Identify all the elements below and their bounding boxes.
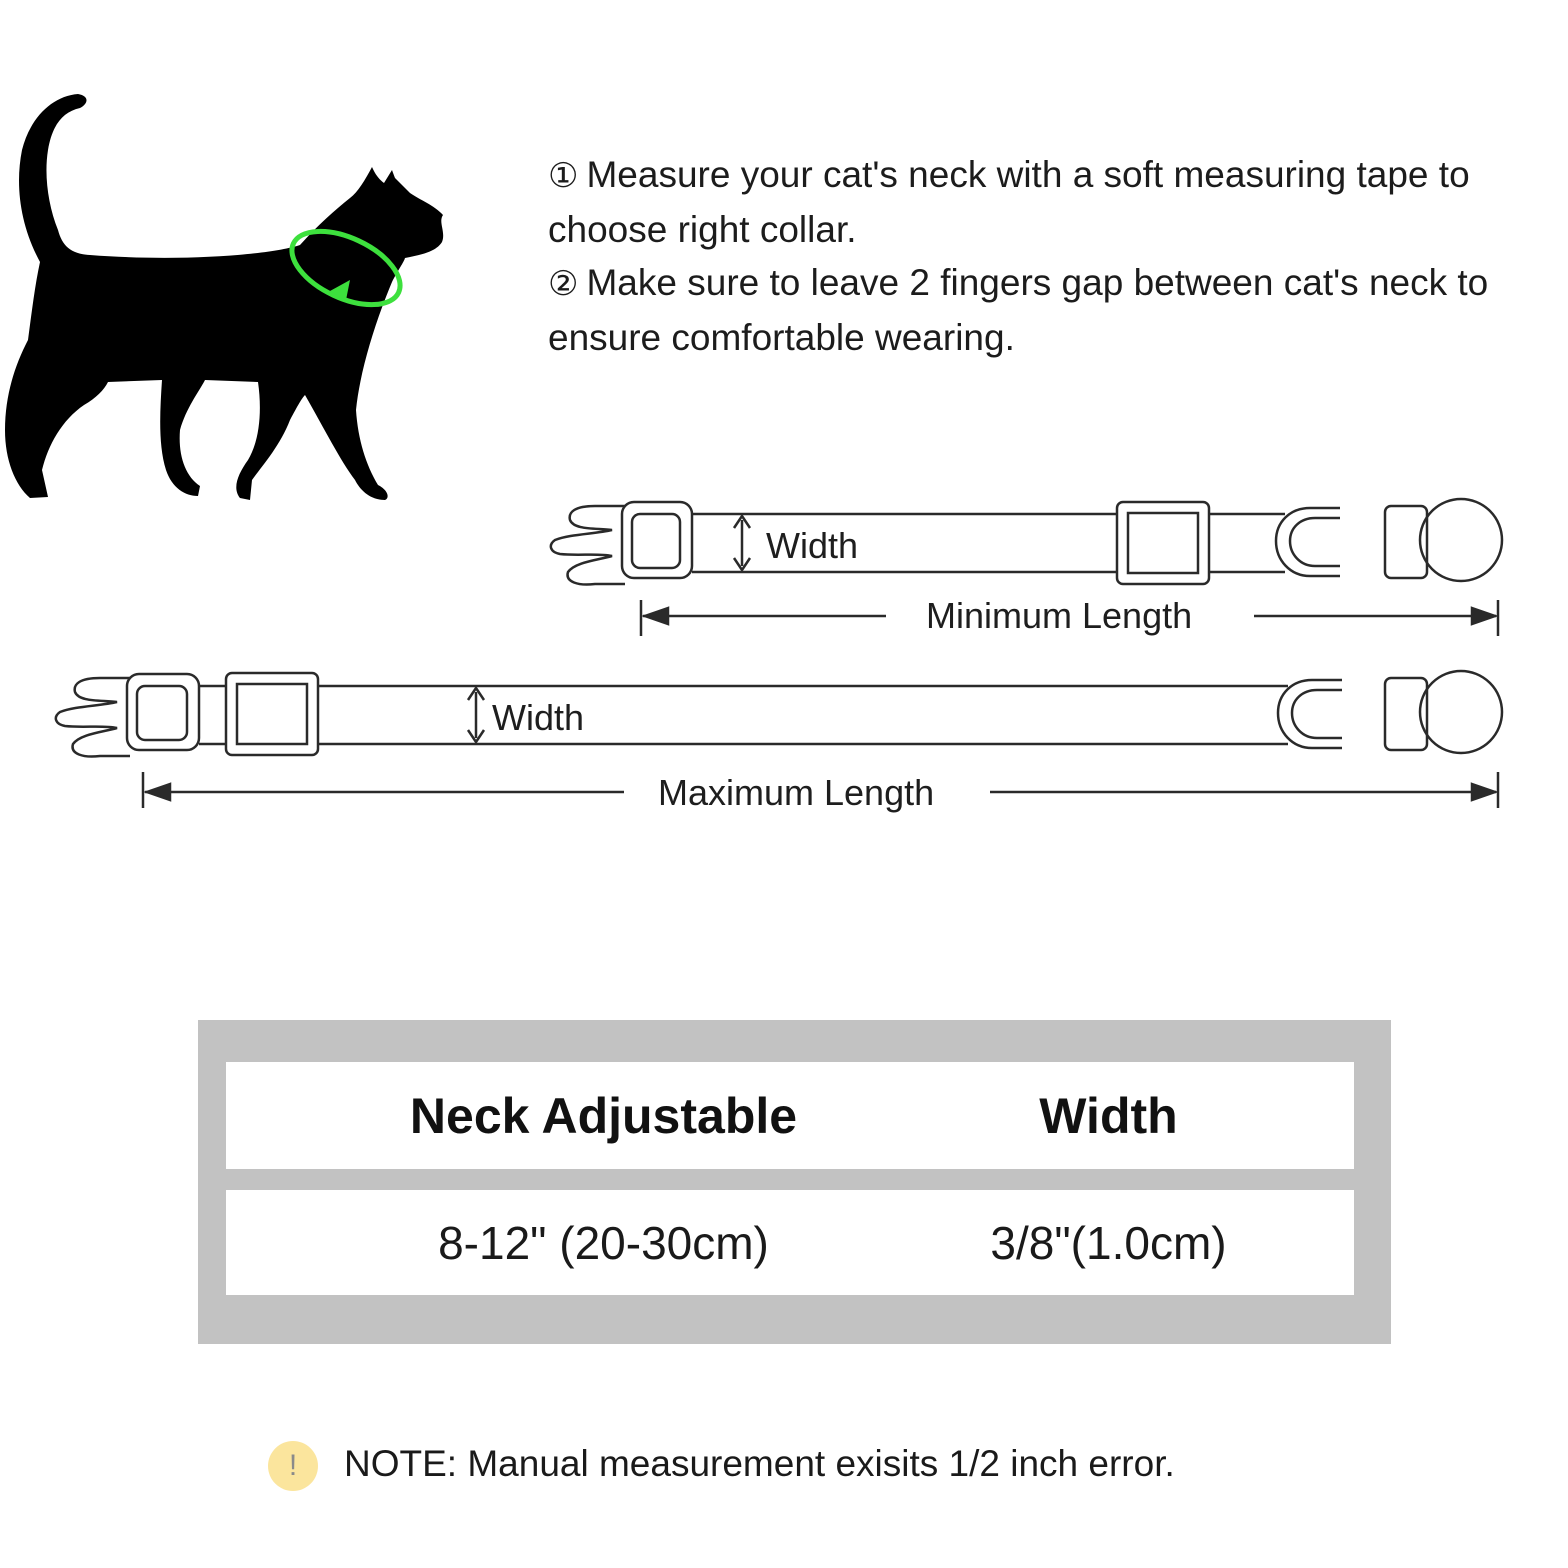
max-width-label: Width: [492, 697, 585, 738]
cell-width-value: 3/8"(1.0cm): [990, 1216, 1227, 1269]
instruction-1-text: Measure your cat's neck with a soft measuring tape to choose right collar.: [548, 154, 1470, 250]
header-width: Width: [1039, 1087, 1178, 1144]
min-arrowhead-right: [1472, 608, 1495, 624]
table-header-row: [226, 1062, 1354, 1169]
cat-body-shape: [5, 94, 443, 500]
min-width-label: Width: [766, 525, 859, 566]
slider-window: [1128, 513, 1198, 573]
instruction-2-text: Make sure to leave 2 fingers gap between cat's neck to ensure comfortable wearing.: [548, 262, 1489, 358]
max-arrowhead-right: [1472, 784, 1495, 800]
min-length-label: Minimum Length: [926, 595, 1193, 636]
instructions: [548, 148, 1548, 364]
instruction-2: [548, 256, 1548, 364]
min-arrowhead-left: [645, 608, 668, 624]
buckle-window-max: [137, 686, 187, 740]
size-table: [198, 1020, 1391, 1344]
note-text: NOTE: Manual measurement exisits 1/2 inch error.: [344, 1443, 1175, 1484]
exclamation-icon: !: [268, 1441, 318, 1491]
buckle-window: [632, 514, 680, 568]
step-2-number: ②: [548, 264, 579, 304]
d-ring-icon-max: [1278, 680, 1342, 748]
id-tag-icon: [1420, 499, 1502, 581]
id-tag-icon-max: [1420, 671, 1502, 753]
buckle-clip-icon: [551, 506, 625, 585]
d-ring-icon: [1276, 508, 1340, 576]
table-row: [226, 1190, 1354, 1295]
slider-loop-icon: [1117, 502, 1209, 584]
cat-silhouette: [0, 88, 450, 518]
cell-neck-range: 8-12" (20-30cm): [438, 1216, 769, 1269]
slider-window-max: [237, 684, 307, 744]
buckle-clip-icon-max: [56, 678, 130, 757]
max-length-label: Maximum Length: [658, 772, 935, 813]
header-neck-adjustable: Neck Adjustable: [409, 1087, 798, 1144]
max-arrowhead-left: [147, 784, 170, 800]
slider-loop-icon-max: [226, 673, 318, 755]
instruction-1: [548, 148, 1548, 256]
step-1-number: ①: [548, 156, 579, 196]
